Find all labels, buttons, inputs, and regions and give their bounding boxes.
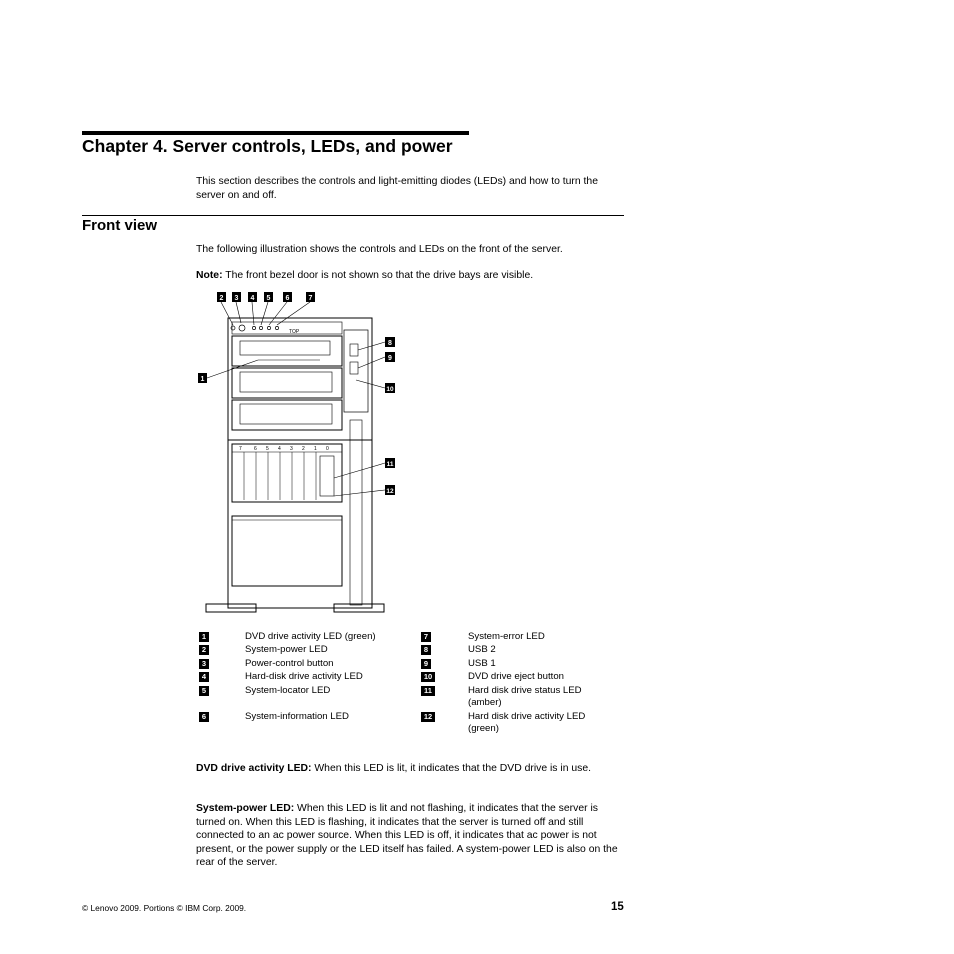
footer-copyright: © Lenovo 2009. Portions © IBM Corp. 2009.: [82, 903, 247, 913]
svg-text:5: 5: [266, 295, 271, 302]
callout-5: [264, 292, 273, 302]
legend-label-6: System-information LED: [245, 711, 349, 722]
note: [196, 269, 626, 283]
callout-9: [385, 352, 395, 362]
legend-label-2: System-power LED: [245, 644, 328, 655]
svg-text:9: 9: [388, 355, 392, 362]
legend-num-1: 1: [199, 632, 209, 642]
legend-label-5: System-locator LED: [245, 685, 331, 696]
legend-num-11: 11: [421, 686, 435, 696]
legend-num-5: 5: [199, 686, 209, 696]
legend-label-7: System-error LED: [468, 631, 545, 642]
svg-text:5: 5: [266, 446, 269, 452]
callout-11: [385, 458, 395, 468]
svg-text:2: 2: [219, 295, 224, 302]
legend-num-12: 12: [421, 712, 435, 722]
legend-num-9: 9: [421, 659, 431, 669]
note-text: The front bezel door is not shown so that the drive bays are visible.: [225, 270, 534, 281]
callout-7: [306, 292, 315, 302]
description-text: When this LED is lit, it indicates that the DVD drive is in use.: [314, 763, 591, 774]
svg-text:12: 12: [386, 488, 394, 495]
legend-num-3: 3: [199, 659, 209, 669]
legend-label-10: DVD drive eject button: [468, 671, 564, 682]
chapter-rule: [82, 131, 469, 135]
svg-text:4: 4: [278, 446, 281, 452]
svg-text:3: 3: [234, 295, 239, 302]
legend-label-11: Hard disk drive status LED (amber): [468, 685, 582, 708]
svg-text:6: 6: [285, 295, 290, 302]
legend-num-10: 10: [421, 672, 435, 682]
svg-text:10: 10: [386, 386, 394, 393]
callout-6: [283, 292, 292, 302]
legend-num-2: 2: [199, 645, 209, 655]
legend-label-1: DVD drive activity LED (green): [245, 631, 376, 642]
callout-12: [385, 485, 395, 495]
description-term: DVD drive activity LED:: [196, 763, 312, 774]
section-title: Front view: [82, 217, 158, 234]
svg-text:2: 2: [302, 446, 305, 452]
legend-label-12: Hard disk drive activity LED (green): [468, 711, 586, 734]
page-number: 15: [611, 901, 624, 913]
svg-text:8: 8: [388, 340, 392, 347]
note-label: Note:: [196, 270, 223, 281]
svg-text:7: 7: [308, 295, 313, 302]
callout-1: [198, 373, 207, 383]
description-dvd-led: [196, 762, 626, 776]
callout-3: [232, 292, 241, 302]
svg-text:0: 0: [326, 446, 329, 452]
legend-label-8: USB 2: [468, 644, 496, 655]
svg-text:1: 1: [314, 446, 317, 452]
svg-text:11: 11: [386, 461, 394, 468]
svg-text:4: 4: [250, 295, 255, 302]
chapter-title: Chapter 4. Server controls, LEDs, and power: [82, 136, 453, 156]
svg-text:7: 7: [239, 446, 242, 452]
callout-8: [385, 337, 395, 347]
section-intro: The following illustration shows the controls and LEDs on the front of the server.: [196, 244, 563, 255]
legend-label-9: USB 1: [468, 658, 496, 669]
description-power-led: [196, 802, 626, 870]
legend-label-3: Power-control button: [245, 658, 334, 669]
section-rule: [82, 215, 624, 216]
legend-num-7: 7: [421, 632, 431, 642]
legend-label-4: Hard-disk drive activity LED: [245, 671, 363, 682]
callout-4: [248, 292, 257, 302]
legend-num-4: 4: [199, 672, 209, 682]
svg-text:3: 3: [290, 446, 293, 452]
legend-num-6: 6: [199, 712, 209, 722]
description-term: System-power LED:: [196, 803, 295, 814]
description-text: When this LED is lit and not flashing, it indicates that the server is turned on. When this LED is flashing, it indicates that the server is turned off and still connected to an ac power source. When this LED is off, it indicates that ac power is not present, or the power supply or the LED itself has failed. A system-power LED is also on the rear of the server.: [196, 803, 618, 869]
top-label: TOP: [289, 329, 300, 335]
chapter-intro: This section describes the controls and light-emitting diodes (LEDs) and how to turn the server on and off.: [196, 176, 598, 201]
svg-text:6: 6: [254, 446, 257, 452]
server-front-illustration: [195, 288, 395, 618]
svg-text:1: 1: [200, 376, 205, 383]
callout-2: [217, 292, 226, 302]
legend-num-8: 8: [421, 645, 431, 655]
callout-10: [385, 383, 395, 393]
